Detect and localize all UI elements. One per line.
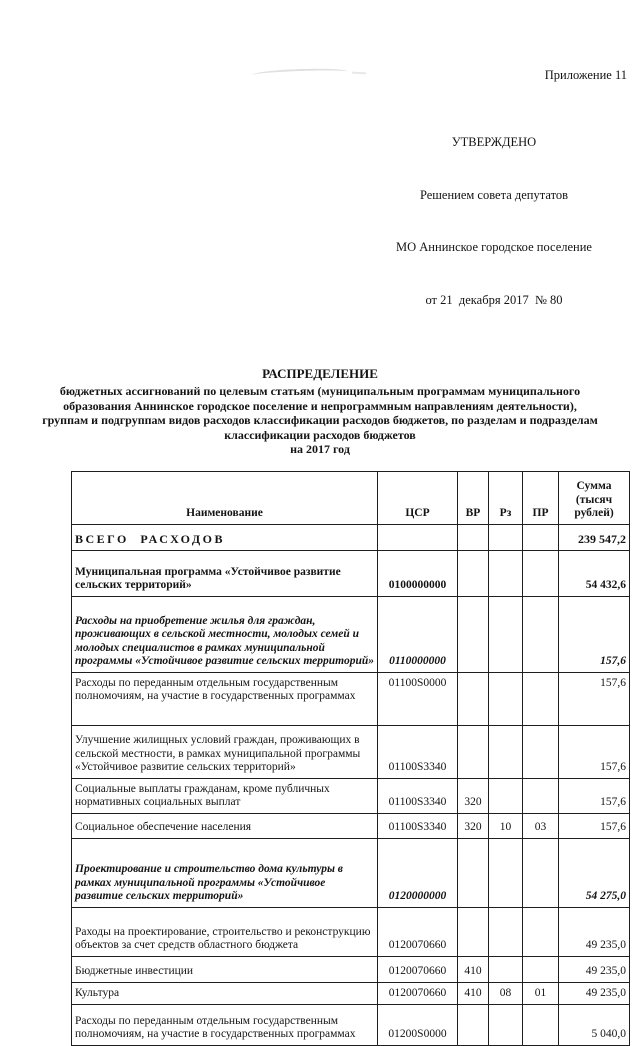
table-row xyxy=(72,725,630,778)
approval-line-municipality: МО Аннинское городское поселение xyxy=(396,240,592,254)
table-row xyxy=(72,956,630,982)
row-name: Раходы на проектирование, строительство и реконструкцию объектов за счет средств областного бюджета xyxy=(72,907,378,956)
row-pr xyxy=(523,524,559,550)
row-name: Социальные выплаты гражданам, кроме публичных нормативных социальных выплат xyxy=(72,778,378,813)
row-pr xyxy=(523,838,559,907)
row-rz: 08 xyxy=(489,982,523,1004)
row-pr xyxy=(523,672,559,725)
row-vr: 320 xyxy=(458,813,489,838)
column-header-csr: ЦСР xyxy=(378,471,458,524)
row-rz xyxy=(489,596,523,672)
row-csr: 0100000000 xyxy=(378,550,458,596)
row-name: Социальное обеспечение населения xyxy=(72,813,378,838)
row-pr xyxy=(523,778,559,813)
row-name: Муниципальная программа «Устойчивое развитие сельских территорий» xyxy=(72,550,378,596)
row-csr: 01100S3340 xyxy=(378,778,458,813)
row-pr: 01 xyxy=(523,982,559,1004)
row-sum: 239 547,2 xyxy=(559,524,630,550)
row-pr xyxy=(523,907,559,956)
row-rz xyxy=(489,907,523,956)
row-name: Расходы по переданным отдельным государственным полномочиям, на участие в государственных программах xyxy=(72,1004,378,1045)
row-rz xyxy=(489,1004,523,1045)
column-header-pr: ПР xyxy=(523,471,559,524)
row-vr xyxy=(458,907,489,956)
row-csr: 01200S0000 xyxy=(378,1004,458,1045)
budget-allocation-table xyxy=(71,471,630,1046)
row-rz xyxy=(489,778,523,813)
row-sum: 54 432,6 xyxy=(559,550,630,596)
row-name: Культура xyxy=(72,982,378,1004)
row-vr xyxy=(458,596,489,672)
row-rz xyxy=(489,550,523,596)
row-pr xyxy=(523,725,559,778)
table-row xyxy=(72,907,630,956)
row-name: Расходы по переданным отдельным государственным полномочиям, на участие в государственных программах xyxy=(72,672,378,725)
row-sum: 157,6 xyxy=(559,596,630,672)
row-pr xyxy=(523,1004,559,1045)
column-header-sum: Сумма (тысяч рублей) xyxy=(559,471,630,524)
title-body: бюджетных ассигнований по целевым статьям (муниципальным программам муниципального образования Аннинское городское поселение и непрограммным направлениям деятельности), группам и подгруппам видов расходов классификации расходов бюджетов, по разделам и подразделам классификации расходов бюджетов xyxy=(42,384,598,442)
row-rz xyxy=(489,956,523,982)
table-row xyxy=(72,778,630,813)
row-sum: 157,6 xyxy=(559,672,630,725)
row-vr xyxy=(458,838,489,907)
row-csr: 01100S3340 xyxy=(378,725,458,778)
row-vr: 410 xyxy=(458,956,489,982)
row-rz xyxy=(489,524,523,550)
row-csr: 01100S0000 xyxy=(378,672,458,725)
row-vr: 410 xyxy=(458,982,489,1004)
column-header-name: Наименование xyxy=(72,471,378,524)
row-sum: 157,6 xyxy=(559,725,630,778)
row-vr xyxy=(458,550,489,596)
scan-artifact-small xyxy=(352,72,366,78)
row-csr: 01100S3340 xyxy=(378,813,458,838)
table-row xyxy=(72,596,630,672)
row-csr: 0120070660 xyxy=(378,956,458,982)
table-row xyxy=(72,838,630,907)
row-sum: 5 040,0 xyxy=(559,1004,630,1045)
row-pr xyxy=(523,596,559,672)
table-row xyxy=(72,1004,630,1045)
row-pr xyxy=(523,956,559,982)
row-pr: 03 xyxy=(523,813,559,838)
row-sum: 49 235,0 xyxy=(559,982,630,1004)
approval-block xyxy=(376,99,612,344)
approval-line-approved: УТВЕРЖДЕНО xyxy=(451,135,537,149)
row-sum: 49 235,0 xyxy=(559,907,630,956)
row-pr xyxy=(523,550,559,596)
row-name: Проектирование и строительство дома культуры в рамках муниципальной программы «Устойчивое развитие сельских территорий» xyxy=(72,838,378,907)
table-row xyxy=(72,550,630,596)
row-rz xyxy=(489,725,523,778)
row-csr: 0120070660 xyxy=(378,907,458,956)
approval-line-decision: Решением совета депутатов xyxy=(419,187,569,202)
table-row xyxy=(72,982,630,1004)
row-rz xyxy=(489,672,523,725)
row-vr: 320 xyxy=(458,778,489,813)
row-csr: 0110000000 xyxy=(378,596,458,672)
row-vr xyxy=(458,725,489,778)
row-name: Расходы на приобретение жилья для граждан, проживающих в сельской местности, молодых семей и молодых специалистов в рамках муниципальной программы «Устойчивое развитие сельских территорий» xyxy=(72,596,378,672)
row-csr xyxy=(378,524,458,550)
row-vr xyxy=(458,672,489,725)
table-header-row xyxy=(72,471,630,524)
title-year: на 2017 год xyxy=(290,442,350,457)
row-name: Бюджетные инвестиции xyxy=(72,956,378,982)
table-row-total xyxy=(72,524,630,550)
row-sum: 157,6 xyxy=(559,813,630,838)
table-row xyxy=(72,813,630,838)
row-rz xyxy=(489,838,523,907)
row-name: ВСЕГО РАСХОДОВ xyxy=(72,524,378,550)
row-sum: 54 275,0 xyxy=(559,838,630,907)
appendix-label: Приложение 11 xyxy=(544,68,627,82)
row-csr: 0120070660 xyxy=(378,982,458,1004)
row-sum: 49 235,0 xyxy=(559,956,630,982)
column-header-vr: ВР xyxy=(458,471,489,524)
column-header-rz: Рз xyxy=(489,471,523,524)
row-vr xyxy=(458,1004,489,1045)
row-rz: 10 xyxy=(489,813,523,838)
approval-line-date-number: от 21 декабря 2017 № 80 xyxy=(425,292,563,307)
row-sum: 157,6 xyxy=(559,778,630,813)
title-caption: РАСПРЕДЕЛЕНИЕ xyxy=(262,366,378,381)
row-csr: 0120000000 xyxy=(378,838,458,907)
document-page xyxy=(0,68,640,1041)
document-title xyxy=(40,366,600,457)
table-row xyxy=(72,672,630,725)
row-vr xyxy=(458,524,489,550)
row-name: Улучшение жилищных условий граждан, проживающих в сельской местности, в рамках муниципальной программы «Устойчивое развитие сельских территорий» xyxy=(72,725,378,778)
